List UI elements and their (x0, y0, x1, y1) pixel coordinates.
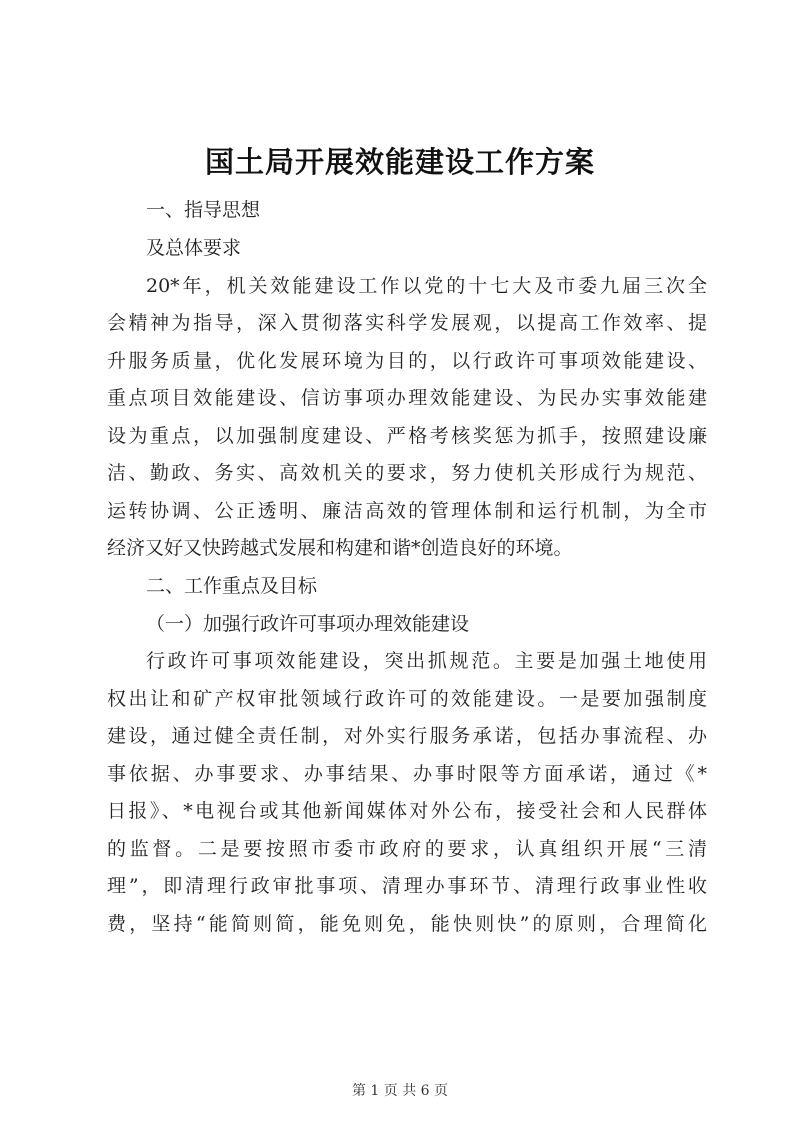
subsection-heading: （一）加强行政许可事项办理效能建设 (146, 613, 470, 635)
paragraph-line: 洁、勤政、务实、高效机关的要求，努力使机关形成行为规范、 (107, 462, 707, 484)
section-heading-continued: 及总体要求 (146, 237, 242, 259)
paragraph-line: 经济又好又快跨越式发展和构建和谐*创造良好的环境。 (107, 537, 573, 559)
paragraph-line: 运转协调、公正透明、廉洁高效的管理体制和运行机制，为全市 (107, 500, 707, 522)
paragraph-line: 事依据、办事要求、办事结果、办事时限等方面承诺，通过《* (107, 763, 707, 785)
page-number: 第 1 页 共 6 页 (351, 1083, 449, 1099)
paragraph-line: 设为重点，以加强制度建设、严格考核奖惩为抓手，按照建设廉 (107, 425, 707, 447)
paragraph-line: 权出让和矿产权审批领域行政许可的效能建设。一是要加强制度 (107, 688, 707, 710)
paragraph-line: 理”，即清理行政审批事项、清理办事环节、清理行政事业性收 (107, 875, 707, 897)
paragraph-line: 20*年，机关效能建设工作以党的十七大及市委九届三次全 (146, 275, 707, 297)
paragraph-line: 升服务质量，优化发展环境为目的，以行政许可事项效能建设、 (107, 350, 707, 372)
paragraph-line: 建设，通过健全责任制，对外实行服务承诺，包括办事流程、办 (107, 725, 707, 747)
document-title: 国土局开展效能建设工作方案 (204, 145, 595, 179)
paragraph-line: 会精神为指导，深入贯彻落实科学发展观，以提高工作效率、提 (107, 312, 707, 334)
section-heading: 一、指导思想 (146, 199, 261, 221)
paragraph-line: 费，坚持“能简则简，能免则免，能快则快”的原则，合理简化 (107, 913, 707, 935)
paragraph-line: 的监督。二是要按照市委市政府的要求，认真组织开展“三清 (107, 838, 707, 860)
paragraph-line: 日报》、*电视台或其他新闻媒体对外公布，接受社会和人民群体 (107, 800, 707, 822)
paragraph-line: 行政许可事项效能建设，突出抓规范。主要是加强土地使用 (146, 650, 707, 672)
section-heading: 二、工作重点及目标 (146, 575, 318, 597)
paragraph-line: 重点项目效能建设、信访事项办理效能建设、为民办实事效能建 (107, 387, 707, 409)
